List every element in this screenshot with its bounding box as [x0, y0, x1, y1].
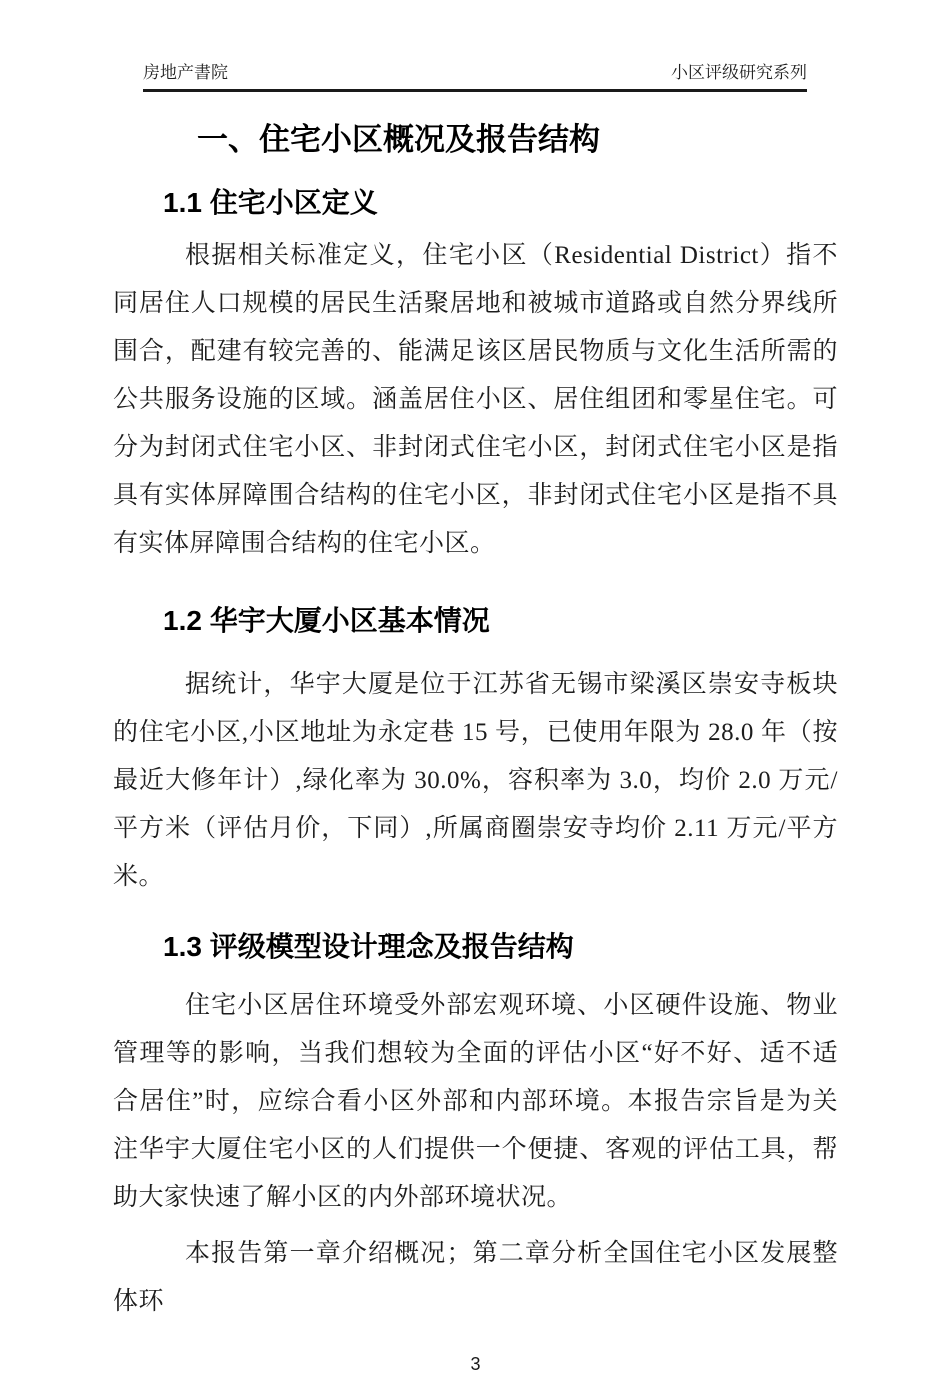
- paragraph-report-structure: 本报告第一章介绍概况；第二章分析全国住宅小区发展整体环: [113, 1240, 838, 1315]
- header-left-label: 房地产書院: [143, 63, 228, 82]
- section-heading-1-2: 1.2 华宇大厦小区基本情况: [163, 605, 490, 636]
- page-number: 3: [470, 1354, 481, 1374]
- page-header: [143, 62, 807, 92]
- paragraph-definition: 根据相关标准定义，住宅小区（Residential District）指不同居住人口规模的居民生活聚居地和被城市道路或自然分界线所围合，配建有较完善的、能满足该区居民物质与文化生活所需的公共服务设施的区域。涵盖居住小区、居住组团和零星住宅。可分为封闭式住宅小区、非封闭式住宅小区，封闭式住宅小区是指具有实体屏障围合结构的住宅小区，非封闭式住宅小区是指不具有实体屏障围合结构的住宅小区。: [113, 242, 838, 557]
- section-heading-1-3: 1.3 评级模型设计理念及报告结构: [163, 931, 574, 962]
- header-right-label: 小区评级研究系列: [671, 63, 807, 82]
- paragraph-basic-info: 据统计，华宇大厦是位于江苏省无锡市梁溪区崇安寺板块的住宅小区,小区地址为永定巷 15 号，已使用年限为 28.0 年（按最近大修年计）,绿化率为 30.0%，容积率为 3.0，均价 2.0 万元/平方米（评估月价，下同）,所属商圈崇安寺均价 2.11 万元/平方米。: [113, 671, 838, 890]
- chapter-title: 一、住宅小区概况及报告结构: [197, 122, 600, 157]
- paragraph-model-concept: 住宅小区居住环境受外部宏观环境、小区硬件设施、物业管理等的影响，当我们想较为全面的评估小区“好不好、适不适合居住”时，应综合看小区外部和内部环境。本报告宗旨是为关注华宇大厦住宅小区的人们提供一个便捷、客观的评估工具，帮助大家快速了解小区的内外部环境状况。: [113, 992, 838, 1211]
- section-heading-1-1: 1.1 住宅小区定义: [163, 187, 378, 218]
